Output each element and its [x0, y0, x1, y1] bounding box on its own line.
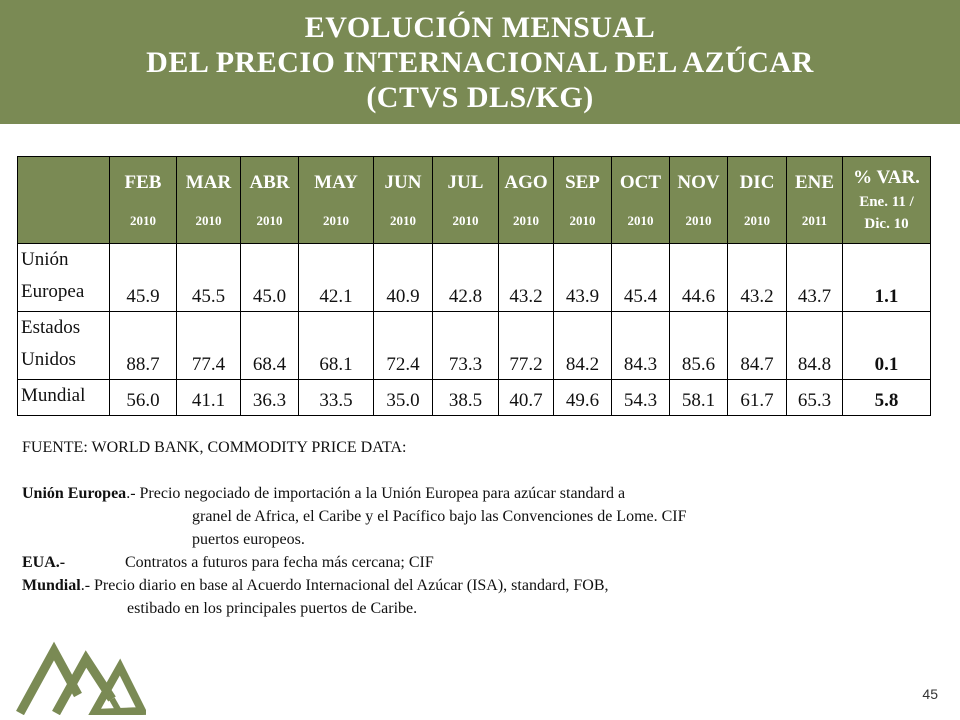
- header-pct-var: % VAR. Ene. 11 / Dic. 10: [843, 157, 931, 244]
- header-month: JUL 2010: [433, 157, 499, 244]
- table-cell: 40.9: [374, 244, 433, 312]
- header-month: MAY 2010: [299, 157, 374, 244]
- table-cell: 54.3: [612, 380, 670, 416]
- page-number: 45: [922, 686, 938, 702]
- table-row: [18, 380, 931, 416]
- table-cell: 35.0: [374, 380, 433, 416]
- pct-var-cell: 5.8: [843, 380, 931, 416]
- header-empty-cell: [18, 157, 110, 244]
- header-month: NOV 2010: [670, 157, 728, 244]
- table-cell: 72.4: [374, 312, 433, 380]
- note-term: Unión Europea: [22, 485, 127, 502]
- note-text: puertos europeos.: [192, 531, 305, 548]
- table-cell: 43.9: [554, 244, 612, 312]
- table-cell: 88.7: [110, 312, 177, 380]
- table-cell: 43.2: [499, 244, 554, 312]
- header-month: ENE 2011: [787, 157, 843, 244]
- table-cell: 49.6: [554, 380, 612, 416]
- table-cell: 84.7: [728, 312, 787, 380]
- note-term: Mundial: [22, 577, 81, 594]
- note-eua: [22, 551, 942, 574]
- table-cell: 84.2: [554, 312, 612, 380]
- table-cell: 61.7: [728, 380, 787, 416]
- note-ue: [22, 482, 942, 505]
- table-cell: 40.7: [499, 380, 554, 416]
- note-term: EUA.-: [22, 554, 66, 571]
- title-line-3: (CTVS DLS/KG): [366, 80, 594, 114]
- table-cell: 65.3: [787, 380, 843, 416]
- table-cell: 73.3: [433, 312, 499, 380]
- title-banner: [0, 0, 960, 124]
- note-sep: .-: [80, 577, 91, 594]
- table-cell: 33.5: [299, 380, 374, 416]
- note-sep: .-: [126, 485, 136, 502]
- notes-section: [22, 436, 942, 620]
- table-cell: 58.1: [670, 380, 728, 416]
- pct-var-cell: 0.1: [843, 312, 931, 380]
- table-cell: 85.6: [670, 312, 728, 380]
- header-month: SEP 2010: [554, 157, 612, 244]
- note-text: granel de Africa, el Caribe y el Pacífico bajo las Convenciones de Lome. CIF: [192, 508, 687, 525]
- table-cell: 77.4: [177, 312, 241, 380]
- header-month: ABR 2010: [241, 157, 299, 244]
- table-cell: 45.9: [110, 244, 177, 312]
- table-cell: 77.2: [499, 312, 554, 380]
- table-cell: 43.2: [728, 244, 787, 312]
- table-cell: 43.7: [787, 244, 843, 312]
- table-row: [18, 244, 931, 312]
- note-text: Contratos a futuros para fecha más cercana; CIF: [125, 554, 434, 571]
- table-cell: 45.0: [241, 244, 299, 312]
- table-cell: 41.1: [177, 380, 241, 416]
- table-cell: 38.5: [433, 380, 499, 416]
- table-cell: 44.6: [670, 244, 728, 312]
- table-cell: 42.8: [433, 244, 499, 312]
- spacer: [22, 459, 942, 482]
- title-line-1: EVOLUCIÓN MENSUAL: [304, 10, 656, 44]
- note-text: estibado en los principales puertos de Caribe.: [127, 600, 418, 617]
- table-cell: 56.0: [110, 380, 177, 416]
- table-cell: 45.5: [177, 244, 241, 312]
- row-label: Unión Europea: [18, 244, 110, 312]
- sugar-price-table: [17, 156, 931, 416]
- title-line-2: DEL PRECIO INTERNACIONAL DEL AZÚCAR: [146, 45, 814, 79]
- table-header-row: [18, 157, 931, 244]
- mountain-logo-icon: [16, 633, 146, 715]
- table-cell: 84.8: [787, 312, 843, 380]
- header-month: DIC 2010: [728, 157, 787, 244]
- note-mundial: [22, 574, 942, 597]
- note-text: Precio diario en base al Acuerdo Internacional del Azúcar (ISA), standard, FOB,: [94, 577, 609, 594]
- source-note: FUENTE: WORLD BANK, COMMODITY PRICE DATA:: [22, 439, 407, 456]
- table-cell: 36.3: [241, 380, 299, 416]
- row-label: Mundial: [18, 380, 110, 416]
- header-month: FEB 2010: [110, 157, 177, 244]
- table-cell: 42.1: [299, 244, 374, 312]
- row-label: Estados Unidos: [18, 312, 110, 380]
- table-cell: 68.1: [299, 312, 374, 380]
- table-cell: 84.3: [612, 312, 670, 380]
- table-cell: 45.4: [612, 244, 670, 312]
- header-month: MAR 2010: [177, 157, 241, 244]
- header-month: AGO 2010: [499, 157, 554, 244]
- table-row: [18, 312, 931, 380]
- header-month: OCT 2010: [612, 157, 670, 244]
- note-text: Precio negociado de importación a la Unión Europea para azúcar standard a: [139, 485, 626, 502]
- header-month: JUN 2010: [374, 157, 433, 244]
- pct-var-cell: 1.1: [843, 244, 931, 312]
- table-cell: 68.4: [241, 312, 299, 380]
